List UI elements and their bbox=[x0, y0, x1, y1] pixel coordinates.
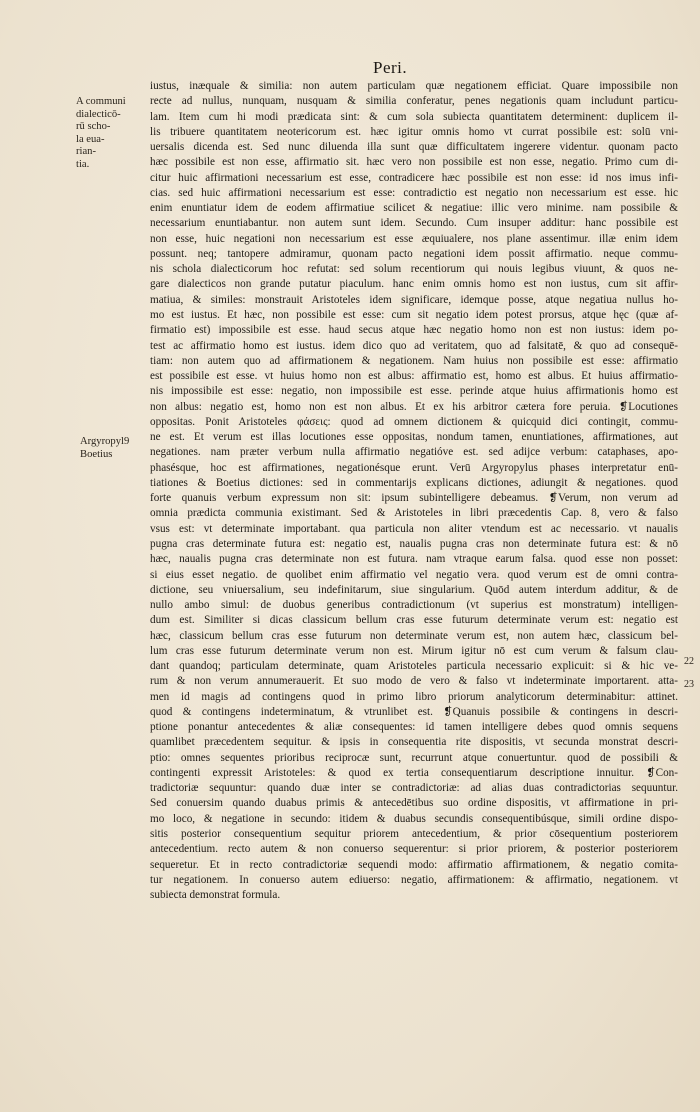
text-line: lum cras esse futurum determinate verum non est. Mirum igitur nō est cum verum & falsum clau- bbox=[150, 644, 678, 657]
text-line: ne est. Et verum est illas locutiones esse oppositas, nondum tamen, enuntiationes, affirmationes, aut bbox=[150, 431, 678, 444]
body-text bbox=[150, 79, 678, 903]
text-line: hæc, classicum bellum cras esse futurum non determinate verum est, non autem hæc, classicum bel- bbox=[150, 629, 678, 642]
text-line: Sed conuersim quando duabus primis & antecedētibus suo ordine dispositis, vt affirmatione in pri- bbox=[150, 797, 678, 810]
text-line: negationes. nam præter verbum nulla affirmatio negatióve est. sed adijce verbum: cataphases, apo- bbox=[150, 446, 678, 459]
text-line: tiam: non autem quo ad affirmationem & negationem. Nam huius non possibile est esse: affirmatio bbox=[150, 354, 678, 367]
text-line: ptio: omnes sequentes prioribus reciprocæ sunt, recurrunt atque conuertuntur. quod de possibili & bbox=[150, 751, 678, 764]
text-line: dant quandoq; particulam determinate, quam Aristoteles particula necessario explicuit: si & hic ve- bbox=[150, 660, 678, 673]
text-line: men id magis ad contingens quod in primo libro priorum analyticorum determinabitur: attinet. bbox=[150, 690, 678, 703]
text-line: matiua, & similes: monstrauit Aristoteles idem significare, idemque posse, atque negatiua nullus ho- bbox=[150, 293, 678, 306]
text-line: possunt. neq; tantopere admiramur, quonam pacto negationi idem possit affirmatio. neque commu- bbox=[150, 247, 678, 260]
text-line: lis tribuere quantitatem neotericorum est. hæc igitur omnis homo vt currat possibile est: solū vni- bbox=[150, 125, 678, 138]
text-line: oppositas. Ponit Aristoteles φάσεις: quod ad omnem dictionem & quicquid dici contingit, commu- bbox=[150, 415, 678, 428]
margin-note-line: rian- bbox=[76, 146, 96, 158]
text-line: uersalis dicenda est. Sed nunc diluenda illa sunt quæ difficultatem ingerere videntur. quonam pacto bbox=[150, 141, 678, 154]
text-line: non esse, huic negationi non necessarium est esse æquiualere, nos plane assentimur. illæ enim idem bbox=[150, 232, 678, 245]
text-line: enim enuntiatur idem de eodem affirmatiue scilicet & negatiue: illic vero minime. nam possibile & bbox=[150, 202, 678, 215]
text-line: dum est. Similiter si dicas classicum bellum cras esse futurum determinate verum est: negatio est bbox=[150, 614, 678, 627]
text-line: mo est iustus. Et hæc, non possibile est esse: cum sit negatio idem potest prorsus, atque hęc (quæ af- bbox=[150, 308, 678, 321]
text-line: ptione ponantur antecedentes & aliæ consequentes: id tamen intelligere debes quod omnis sequens bbox=[150, 721, 678, 734]
text-line: pugna cras determinate futura est: negatio est, naualis pugna cras non determinate futura est: & nō bbox=[150, 537, 678, 550]
text-line: sitis posterior consequentium sequitur priorem antecedentium, & prior cōsequentium posteriorem bbox=[150, 828, 678, 841]
text-line: rum & non verum annumerauerit. Et suo modo de vero & falso vt indeterminate importarent. atta- bbox=[150, 675, 678, 688]
text-line: firmatio est) impossibile est esse. haud secus atque hæc negatio homo non est non iustus: idem po- bbox=[150, 324, 678, 337]
text-line: non albus: negatio est, homo non est non albus. Et ex his arbitror cætera fore peruia. ❡Locutiones bbox=[150, 400, 678, 413]
text-line: necessarium enuntiabantur. non autem sunt idem. Secundo. Cum insuper additur: hanc possibile est bbox=[150, 217, 678, 230]
text-line: tur negationem. In conuerso autem ediuerso: negatio, affirmationem: & affirmatio, negationem. vt bbox=[150, 873, 678, 886]
text-line: subiecta demonstrat formula. bbox=[150, 889, 281, 902]
text-line: mo loco, & negatione in secundo: itidem & duabus secundis consequentibúsque, simili ordine dispo- bbox=[150, 812, 678, 825]
text-line: nullo ambo simul: de duobus generibus contradictionum (vt superius est monstratum) intelligen- bbox=[150, 599, 678, 612]
running-title: Peri. bbox=[373, 58, 408, 77]
margin-note-line: rū scho- bbox=[76, 121, 111, 133]
text-line: nis schola dialecticorum hoc refutat: sed solum recentiorum qui nouis legibus viuunt, & quos ne- bbox=[150, 263, 678, 276]
text-line: contingenti expressit Aristoteles: & quod ex tertia consequentiarum descriptione innuitur. ❡Con- bbox=[150, 766, 678, 779]
margin-note-argyropylus bbox=[80, 436, 152, 461]
margin-note-line: la eua- bbox=[76, 133, 105, 145]
text-line: iustus, inæquale & similia: non autem particulam quæ negationem efficiat. Quare impossibile non bbox=[150, 80, 678, 92]
text-line: si eius esset negatio. de quolibet enim affirmatio vel negatio vera. quod verum est de omni contra- bbox=[150, 568, 678, 581]
text-line: test ac affirmatio homo est iustus. idem dico quo ad veritatem, quo ad falsitatē, & quo ad consequē- bbox=[150, 339, 678, 352]
text-line: omnia prædicta communia existimant. Sed & Aristoteles in libri præcedentis Cap. 8, vero & falso bbox=[150, 507, 678, 520]
text-line: citur huic affirmationi necessarium est esse, contradicere hæc possibile est non esse: id nos imus infi- bbox=[150, 171, 678, 184]
margin-number-22: 22 bbox=[684, 656, 694, 667]
text-line: recte ad nullus, nunquam, nusquam & similia conferatur, penes negationis quam includunt particu- bbox=[150, 95, 678, 108]
text-line: antecedentium. recto autem & non conuerso sequerentur: si prior priorem, & posterior posteriorem bbox=[150, 843, 678, 856]
text-line: est possibile est esse. vt huius homo non est albus: affirmatio est, homo est albus. Et huius affirmatio- bbox=[150, 370, 678, 383]
margin-note-line: A communi bbox=[76, 96, 126, 107]
text-line: lam. Item cum hi modi prædicata sint: & cum sola subiecta quantitatem determinent: duplicem il- bbox=[150, 110, 678, 123]
text-line: gare dialecticos non grande putatur piaculum. hanc enim omnis homo est non iustus, cum sit affir- bbox=[150, 278, 678, 291]
text-line: dictione, seu vniuersalium, seu indefinitarum, siue singularium. Quōd autem interdum additur, & de bbox=[150, 583, 678, 596]
text-line: vsus est: vt determinate importabant. qua particula non aliter vtendum est ac necessario. vt naualis bbox=[150, 522, 678, 535]
text-line: quod & contingens indeterminatum, & vtrunlibet est. ❡Quanuis possibile & contingens in descri- bbox=[150, 705, 678, 718]
text-line: phasésque, hoc est affirmationes, negationésque erunt. Verū Argyropylus phases interpretatur enū- bbox=[150, 461, 678, 474]
text-line: cias. sed huic affirmationi necessarium est esse: contradictio est negatio non necessarium est esse. hic bbox=[150, 186, 678, 199]
margin-note-line: tia. bbox=[76, 158, 90, 170]
margin-number-23: 23 bbox=[684, 679, 694, 690]
margin-note-line: Boetius bbox=[80, 448, 113, 460]
text-line: tradictoriæ sequuntur: quando duæ inter se contradictoriæ: ad alias duas contradictorias sequuntur. bbox=[150, 782, 678, 795]
text-line: forte quanuis verbum expressum non sit: ipsum subintelligere debeamus. ❡Verum, non verum ad bbox=[150, 492, 678, 505]
text-line: quamlibet præcedentem sequitur. & ipsis in consequentia rite dispositis, vt secunda monstrat descri- bbox=[150, 736, 678, 749]
margin-note-line: dialecticō- bbox=[76, 108, 121, 120]
text-line: hæc possibile est non esse, affirmatio sit. hæc vero non possibile est non esse, negatio. Primo cum di- bbox=[150, 156, 678, 169]
text-line: sequeretur. Et in recto contradictoriæ sequendi modo: affirmatio affirmationem, & negatio comita- bbox=[150, 858, 678, 871]
margin-note-communi bbox=[76, 96, 148, 172]
text-line: hæc, naualis pugna cras determinate non est futura. nam vtraque earum falsa. quod esse non posset: bbox=[150, 553, 678, 566]
margin-note-line: Argyropyl9 bbox=[80, 436, 130, 447]
text-line: tiationes & Boetius dictiones: sed in commentarijs explicans dictiones, adiungit & negationes. quod bbox=[150, 476, 678, 489]
text-line: nis impossibile est esse: negatio, non impossibile est esse. perinde atque huius affirmationis homo est bbox=[150, 385, 678, 398]
